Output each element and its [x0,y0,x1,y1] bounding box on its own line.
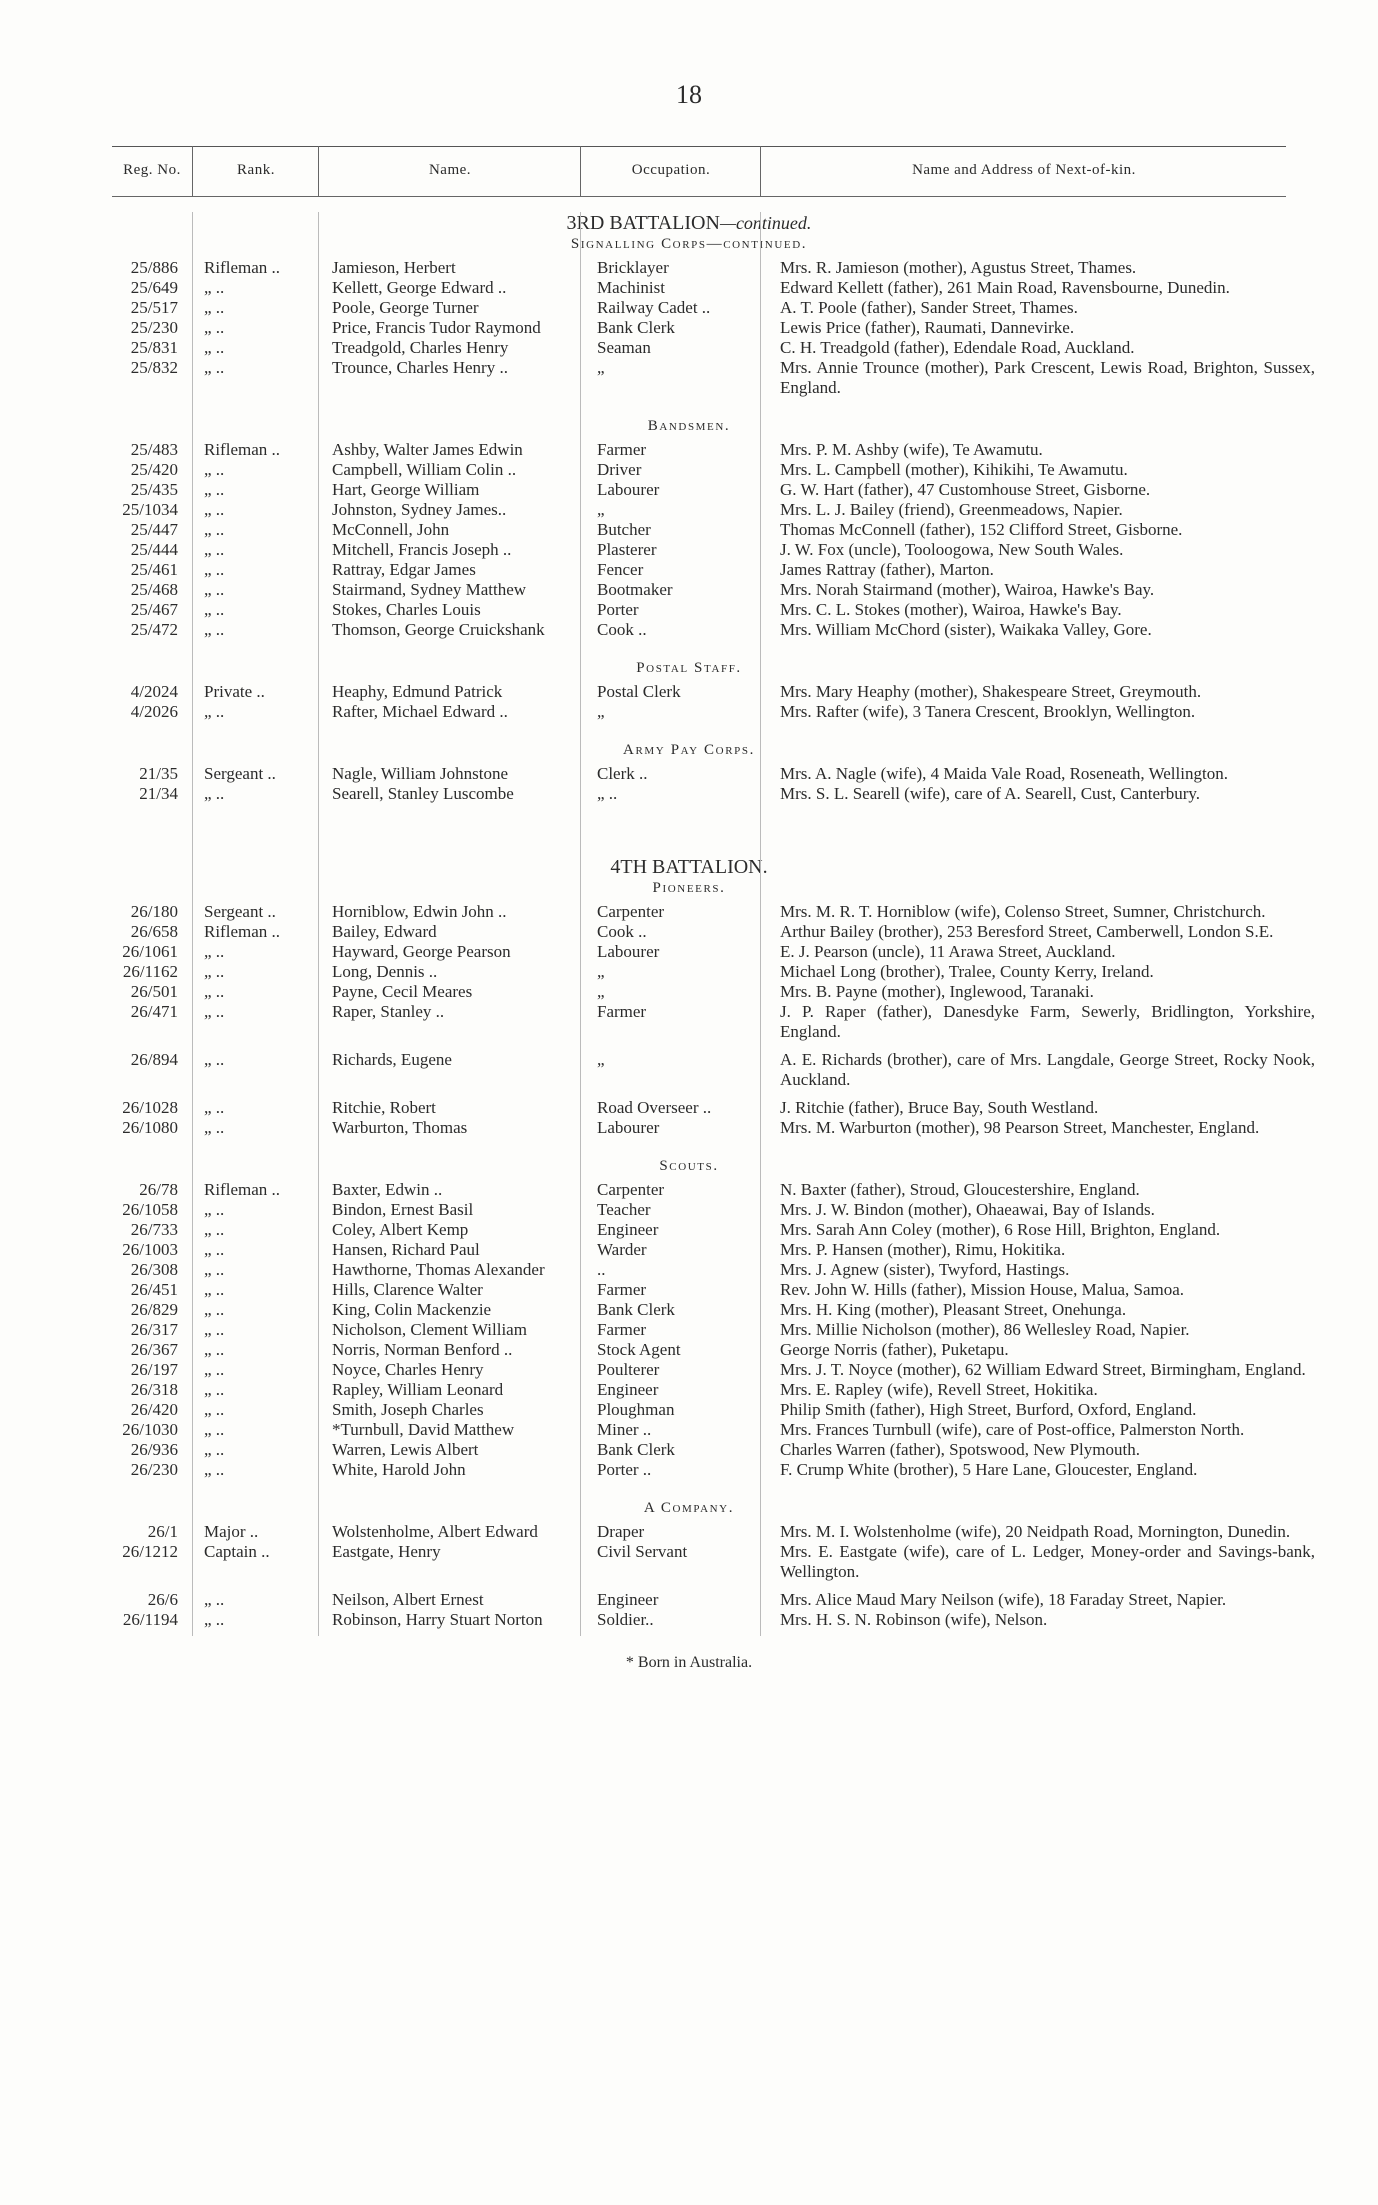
next-of-kin-cell: A. T. Poole (father), Sander Street, Thames. [780,298,1078,317]
reg-no-cell: 21/35 [139,764,178,783]
name-cell: Hills, Clarence Walter [332,1280,483,1299]
reg-no-cell: 25/472 [130,620,178,639]
occupation-cell: Porter .. [597,1460,652,1479]
reg-no-cell: 4/2024 [130,682,178,701]
name-cell: Ashby, Walter James Edwin [332,440,523,459]
reg-no-cell: 25/468 [130,580,178,599]
rank-cell: Rifleman .. [204,440,281,459]
occupation-cell: Poulterer [597,1360,660,1379]
reg-no-cell: 26/451 [130,1280,178,1299]
rank-cell: „ .. [204,962,225,981]
reg-no-cell: 25/649 [130,278,178,297]
name-cell: *Turnbull, David Matthew [332,1420,515,1439]
reg-no-cell: 26/1030 [122,1420,178,1439]
name-cell: Jamieson, Herbert [332,258,456,277]
reg-no-cell: 25/461 [130,560,178,579]
occupation-cell: Plasterer [597,540,657,559]
rank-cell: „ .. [204,1300,225,1319]
rank-cell: „ .. [204,1460,225,1479]
reg-no-cell: 25/444 [130,540,178,559]
col-header-next-of-kin: Name and Address of Next-of-kin. [912,162,1136,178]
occupation-cell: Carpenter [597,1180,665,1199]
name-cell: Hayward, George Pearson [332,942,511,961]
header-divider [580,146,581,196]
rank-cell: „ .. [204,1260,225,1279]
reg-no-cell: 26/1162 [122,962,178,981]
name-cell: White, Harold John [332,1460,466,1479]
reg-no-cell: 25/435 [130,480,178,499]
name-cell: Bailey, Edward [332,922,437,941]
rank-cell: „ .. [204,1380,225,1399]
rank-cell: Sergeant .. [204,902,276,921]
next-of-kin-cell: Mrs. Annie Trounce (mother), Park Crescent, Lewis Road, Brighton, Sussex, England. [780,358,1315,397]
reg-no-cell: 25/420 [130,460,178,479]
reg-no-cell: 26/1194 [122,1610,178,1629]
reg-no-cell: 26/367 [130,1340,178,1359]
occupation-cell: Stock Agent [597,1340,681,1359]
rank-cell: Captain .. [204,1542,270,1561]
name-cell: Norris, Norman Benford .. [332,1340,513,1359]
occupation-cell: „ [597,358,605,377]
reg-no-cell: 26/1028 [122,1098,178,1117]
name-cell: Campbell, William Colin .. [332,460,517,479]
rank-cell: Rifleman .. [204,258,281,277]
column-divider [318,212,319,1636]
next-of-kin-cell: Mrs. William McChord (sister), Waikaka Valley, Gore. [780,620,1152,639]
next-of-kin-cell: George Norris (father), Puketapu. [780,1340,1009,1359]
reg-no-cell: 25/467 [130,600,178,619]
occupation-cell: Clerk .. [597,764,648,783]
next-of-kin-cell: Mrs. E. Eastgate (wife), care of L. Ledger, Money-order and Savings-bank, Wellington. [780,1542,1315,1581]
name-cell: Horniblow, Edwin John .. [332,902,507,921]
reg-no-cell: 26/936 [130,1440,178,1459]
subsection-heading: Signalling Corps—continued. [570,236,808,252]
reg-no-cell: 26/318 [130,1380,178,1399]
section-suffix: —continued. [719,213,812,233]
next-of-kin-cell: F. Crump White (brother), 5 Hare Lane, Gloucester, England. [780,1460,1198,1479]
occupation-cell: Butcher [597,520,651,539]
next-of-kin-cell: J. P. Raper (father), Danesdyke Farm, Sewerly, Bridlington, Yorkshire, England. [780,1002,1315,1041]
occupation-cell: Farmer [597,440,647,459]
name-cell: Coley, Albert Kemp [332,1220,469,1239]
header-rule-bottom [112,196,1286,197]
name-cell: Nicholson, Clement William [332,1320,527,1339]
next-of-kin-cell: Mrs. M. R. T. Horniblow (wife), Colenso Street, Sumner, Christchurch. [780,902,1266,921]
next-of-kin-cell: Mrs. M. I. Wolstenholme (wife), 20 Neidpath Road, Mornington, Dunedin. [780,1522,1291,1541]
occupation-cell: Seaman [597,338,651,357]
next-of-kin-cell: Mrs. Alice Maud Mary Neilson (wife), 18 Faraday Street, Napier. [780,1590,1227,1609]
next-of-kin-cell: Mrs. Norah Stairmand (mother), Wairoa, Hawke's Bay. [780,580,1155,599]
name-cell: Hansen, Richard Paul [332,1240,480,1259]
next-of-kin-cell: Mrs. J. W. Bindon (mother), Ohaeawai, Bay of Islands. [780,1200,1155,1219]
occupation-cell: Railway Cadet .. [597,298,711,317]
rank-cell: „ .. [204,1610,225,1629]
name-cell: Heaphy, Edmund Patrick [332,682,503,701]
rank-cell: „ .. [204,560,225,579]
page-number: 18 [676,80,702,109]
next-of-kin-cell: A. E. Richards (brother), care of Mrs. Langdale, George Street, Rocky Nook, Auckland. [780,1050,1315,1089]
subsection-heading: Postal Staff. [636,660,742,676]
reg-no-cell: 21/34 [139,784,178,803]
column-divider [580,212,581,1636]
rank-cell: „ .. [204,500,225,519]
reg-no-cell: 25/1034 [122,500,178,519]
occupation-cell: Fencer [597,560,644,579]
next-of-kin-cell: Mrs. A. Nagle (wife), 4 Maida Vale Road, Roseneath, Wellington. [780,764,1228,783]
rank-cell: „ .. [204,1320,225,1339]
occupation-cell: „ [597,962,605,981]
reg-no-cell: 25/230 [130,318,178,337]
next-of-kin-cell: Mrs. L. Campbell (mother), Kihikihi, Te Awamutu. [780,460,1128,479]
reg-no-cell: 26/1 [147,1522,178,1541]
next-of-kin-cell: Mrs. C. L. Stokes (mother), Wairoa, Hawke's Bay. [780,600,1122,619]
occupation-cell: Bricklayer [597,258,669,277]
next-of-kin-cell: James Rattray (father), Marton. [780,560,994,579]
rank-cell: „ .. [204,318,225,337]
rank-cell: „ .. [204,784,225,803]
occupation-cell: „ [597,702,605,721]
reg-no-cell: 26/658 [130,922,178,941]
name-cell: Neilson, Albert Ernest [332,1590,484,1609]
occupation-cell: Soldier.. [597,1610,654,1629]
next-of-kin-cell: Mrs. J. T. Noyce (mother), 62 William Edward Street, Birmingham, England. [780,1360,1306,1379]
next-of-kin-cell: Rev. John W. Hills (father), Mission House, Malua, Samoa. [780,1280,1185,1299]
occupation-cell: Bootmaker [597,580,673,599]
reg-no-cell: 26/1061 [122,942,178,961]
subsection-heading: A Company. [643,1500,735,1516]
next-of-kin-cell: Thomas McConnell (father), 152 Clifford Street, Gisborne. [780,520,1183,539]
reg-no-cell: 26/230 [130,1460,178,1479]
occupation-cell: Cook .. [597,922,647,941]
name-cell: Thomson, George Cruickshank [332,620,545,639]
section-heading [0,856,1378,879]
section-title: 4TH BATTALION. [610,856,768,878]
occupation-cell: Labourer [597,1118,660,1137]
reg-no-cell: 26/1003 [122,1240,178,1259]
name-cell: Rapley, William Leonard [332,1380,504,1399]
name-cell: Poole, George Turner [332,298,479,317]
occupation-cell: Warder [597,1240,647,1259]
name-cell: Bindon, Ernest Basil [332,1200,474,1219]
next-of-kin-cell: G. W. Hart (father), 47 Customhouse Street, Gisborne. [780,480,1151,499]
occupation-cell: Teacher [597,1200,651,1219]
rank-cell: Private .. [204,682,265,701]
rank-cell: „ .. [204,702,225,721]
name-cell: Warren, Lewis Albert [332,1440,479,1459]
occupation-cell: „ [597,982,605,1001]
name-cell: Rafter, Michael Edward .. [332,702,508,721]
reg-no-cell: 26/1058 [122,1200,178,1219]
reg-no-cell: 25/517 [130,298,178,317]
rank-cell: „ .. [204,1280,225,1299]
name-cell: Long, Dennis .. [332,962,438,981]
reg-no-cell: 26/197 [130,1360,178,1379]
name-cell: Treadgold, Charles Henry [332,338,509,357]
next-of-kin-cell: E. J. Pearson (uncle), 11 Arawa Street, Auckland. [780,942,1116,961]
subsection-heading: Bandsmen. [647,418,731,434]
rank-cell: Rifleman .. [204,1180,281,1199]
reg-no-cell: 26/78 [139,1180,178,1199]
next-of-kin-cell: Edward Kellett (father), 261 Main Road, Ravensbourne, Dunedin. [780,278,1230,297]
name-cell: Smith, Joseph Charles [332,1400,484,1419]
reg-no-cell: 26/829 [130,1300,178,1319]
name-cell: Ritchie, Robert [332,1098,436,1117]
name-cell: Searell, Stanley Luscombe [332,784,514,803]
name-cell: King, Colin Mackenzie [332,1300,492,1319]
occupation-cell: .. [597,1260,606,1279]
rank-cell: „ .. [204,338,225,357]
reg-no-cell: 25/886 [130,258,178,277]
next-of-kin-cell: Mrs. S. L. Searell (wife), care of A. Searell, Cust, Canterbury. [780,784,1201,803]
name-cell: Price, Francis Tudor Raymond [332,318,541,337]
reg-no-cell: 25/832 [130,358,178,377]
name-cell: Wolstenholme, Albert Edward [332,1522,538,1541]
rank-cell: „ .. [204,1240,225,1259]
name-cell: Noyce, Charles Henry [332,1360,484,1379]
name-cell: Hart, George William [332,480,480,499]
occupation-cell: Carpenter [597,902,665,921]
reg-no-cell: 25/831 [130,338,178,357]
rank-cell: „ .. [204,1220,225,1239]
occupation-cell: Cook .. [597,620,647,639]
reg-no-cell: 26/180 [130,902,178,921]
col-header-name: Name. [428,162,472,178]
reg-no-cell: 26/317 [130,1320,178,1339]
rank-cell: „ .. [204,982,225,1001]
name-cell: Kellett, George Edward .. [332,278,507,297]
occupation-cell: Porter [597,600,639,619]
occupation-cell: Farmer [597,1002,647,1021]
rank-cell: „ .. [204,620,225,639]
rank-cell: „ .. [204,1400,225,1419]
reg-no-cell: 26/1080 [122,1118,178,1137]
occupation-cell: Bank Clerk [597,1300,675,1319]
rank-cell: „ .. [204,1440,225,1459]
next-of-kin-cell: Mrs. Sarah Ann Coley (mother), 6 Rose Hill, Brighton, England. [780,1220,1221,1239]
rank-cell: Sergeant .. [204,764,276,783]
rank-cell: „ .. [204,600,225,619]
rank-cell: „ .. [204,942,225,961]
rank-cell: „ .. [204,298,225,317]
occupation-cell: Labourer [597,480,660,499]
rank-cell: „ .. [204,480,225,499]
next-of-kin-cell: N. Baxter (father), Stroud, Gloucestershire, England. [780,1180,1140,1199]
reg-no-cell: 26/894 [130,1050,178,1069]
rank-cell: „ .. [204,1098,225,1117]
name-cell: Hawthorne, Thomas Alexander [332,1260,545,1279]
rank-cell: „ .. [204,1200,225,1219]
next-of-kin-cell: C. H. Treadgold (father), Edendale Road, Auckland. [780,338,1135,357]
reg-no-cell: 25/483 [130,440,178,459]
next-of-kin-cell: J. W. Fox (uncle), Tooloogowa, New South Wales. [780,540,1124,559]
next-of-kin-cell: Mrs. Mary Heaphy (mother), Shakespeare Street, Greymouth. [780,682,1202,701]
occupation-cell: Engineer [597,1220,659,1239]
name-cell: Nagle, William Johnstone [332,764,509,783]
rank-cell: „ .. [204,1360,225,1379]
footnote: * Born in Australia. [625,1654,753,1671]
next-of-kin-cell: Mrs. M. Warburton (mother), 98 Pearson Street, Manchester, England. [780,1118,1260,1137]
occupation-cell: „ [597,1050,605,1069]
name-cell: Rattray, Edgar James [332,560,476,579]
next-of-kin-cell: Mrs. Millie Nicholson (mother), 86 Wellesley Road, Napier. [780,1320,1190,1339]
occupation-cell: Driver [597,460,642,479]
rank-cell: „ .. [204,1050,225,1069]
rank-cell: „ .. [204,1590,225,1609]
name-cell: McConnell, John [332,520,450,539]
rank-cell: „ .. [204,1002,225,1021]
next-of-kin-cell: Mrs. J. Agnew (sister), Twyford, Hastings. [780,1260,1070,1279]
reg-no-cell: 26/308 [130,1260,178,1279]
rank-cell: „ .. [204,580,225,599]
rank-cell: „ .. [204,1118,225,1137]
next-of-kin-cell: Mrs. H. S. N. Robinson (wife), Nelson. [780,1610,1048,1629]
rank-cell: Rifleman .. [204,922,281,941]
name-cell: Stokes, Charles Louis [332,600,481,619]
name-cell: Johnston, Sydney James.. [332,500,507,519]
header-divider [760,146,761,196]
occupation-cell: Bank Clerk [597,318,675,337]
name-cell: Raper, Stanley .. [332,1002,445,1021]
header-divider [318,146,319,196]
occupation-cell: Machinist [597,278,665,297]
next-of-kin-cell: Mrs. E. Rapley (wife), Revell Street, Hokitika. [780,1380,1098,1399]
rank-cell: „ .. [204,540,225,559]
reg-no-cell: 4/2026 [130,702,178,721]
subsection-heading: Pioneers. [652,880,726,896]
column-divider [760,212,761,1636]
next-of-kin-cell: Arthur Bailey (brother), 253 Beresford Street, Camberwell, London S.E. [780,922,1274,941]
name-cell: Stairmand, Sydney Matthew [332,580,527,599]
header-divider [192,146,193,196]
section-heading [0,212,1378,235]
name-cell: Eastgate, Henry [332,1542,441,1561]
name-cell: Richards, Eugene [332,1050,452,1069]
reg-no-cell: 26/501 [130,982,178,1001]
occupation-cell: Farmer [597,1280,647,1299]
section-title: 3RD BATTALION [566,212,720,234]
column-divider [192,212,193,1636]
next-of-kin-cell: Mrs. L. J. Bailey (friend), Greenmeadows, Napier. [780,500,1123,519]
name-cell: Robinson, Harry Stuart Norton [332,1610,543,1629]
reg-no-cell: 26/6 [147,1590,178,1609]
next-of-kin-cell: Mrs. P. M. Ashby (wife), Te Awamutu. [780,440,1043,459]
occupation-cell: „ [597,500,605,519]
rank-cell: „ .. [204,460,225,479]
next-of-kin-cell: J. Ritchie (father), Bruce Bay, South Westland. [780,1098,1099,1117]
occupation-cell: „ .. [597,784,618,803]
name-cell: Trounce, Charles Henry .. [332,358,508,377]
reg-no-cell: 26/1212 [122,1542,178,1561]
name-cell: Warburton, Thomas [332,1118,468,1137]
next-of-kin-cell: Mrs. B. Payne (mother), Inglewood, Taranaki. [780,982,1094,1001]
occupation-cell: Labourer [597,942,660,961]
next-of-kin-cell: Philip Smith (father), High Street, Burford, Oxford, England. [780,1400,1197,1419]
next-of-kin-cell: Mrs. Rafter (wife), 3 Tanera Crescent, Brooklyn, Wellington. [780,702,1196,721]
occupation-cell: Civil Servant [597,1542,688,1561]
header-rule-top [112,146,1286,147]
subsection-heading: Army Pay Corps. [623,742,755,758]
reg-no-cell: 26/733 [130,1220,178,1239]
occupation-cell: Engineer [597,1380,659,1399]
reg-no-cell: 26/420 [130,1400,178,1419]
next-of-kin-cell: Mrs. R. Jamieson (mother), Agustus Street, Thames. [780,258,1137,277]
next-of-kin-cell: Michael Long (brother), Tralee, County Kerry, Ireland. [780,962,1154,981]
occupation-cell: Engineer [597,1590,659,1609]
rank-cell: Major .. [204,1522,259,1541]
rank-cell: „ .. [204,1420,225,1439]
next-of-kin-cell: Charles Warren (father), Spotswood, New Plymouth. [780,1440,1140,1459]
col-header-rank: Rank. [237,162,275,178]
next-of-kin-cell: Mrs. P. Hansen (mother), Rimu, Hokitika. [780,1240,1066,1259]
occupation-cell: Farmer [597,1320,647,1339]
reg-no-cell: 25/447 [130,520,178,539]
occupation-cell: Ploughman [597,1400,675,1419]
next-of-kin-cell: Mrs. H. King (mother), Pleasant Street, Onehunga. [780,1300,1127,1319]
rank-cell: „ .. [204,1340,225,1359]
col-header-occupation: Occupation. [631,162,711,178]
subsection-heading: Scouts. [659,1158,719,1174]
occupation-cell: Road Overseer .. [597,1098,712,1117]
rank-cell: „ .. [204,520,225,539]
name-cell: Mitchell, Francis Joseph .. [332,540,512,559]
name-cell: Payne, Cecil Meares [332,982,473,1001]
col-header-reg-no: Reg. No. [123,162,181,178]
next-of-kin-cell: Lewis Price (father), Raumati, Dannevirke. [780,318,1075,337]
occupation-cell: Bank Clerk [597,1440,675,1459]
reg-no-cell: 26/471 [130,1002,178,1021]
occupation-cell: Draper [597,1522,645,1541]
name-cell: Baxter, Edwin .. [332,1180,443,1199]
occupation-cell: Postal Clerk [597,682,681,701]
rank-cell: „ .. [204,358,225,377]
next-of-kin-cell: Mrs. Frances Turnbull (wife), care of Post-office, Palmerston North. [780,1420,1245,1439]
occupation-cell: Miner .. [597,1420,652,1439]
rank-cell: „ .. [204,278,225,297]
